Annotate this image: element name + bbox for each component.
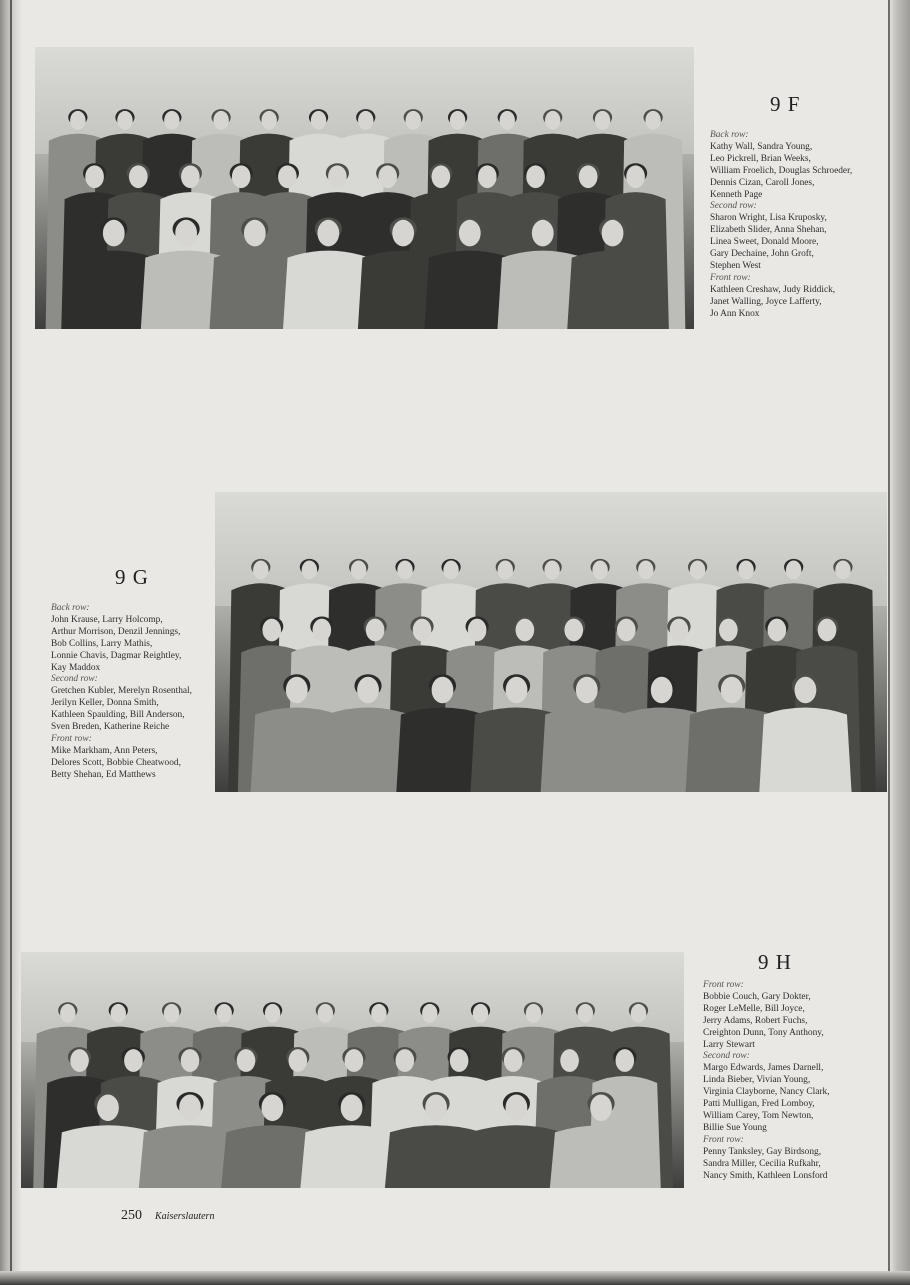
page-footer xyxy=(121,1208,214,1224)
students-group xyxy=(215,492,887,792)
student-names-line: Linda Bieber, Vivian Young, xyxy=(703,1075,811,1086)
student-names-line: Betty Shehan, Ed Matthews xyxy=(51,769,156,780)
row-label: Front row: xyxy=(51,733,92,744)
student-names-line: Leo Pickrell, Brian Weeks, xyxy=(710,153,811,164)
section-title-9f: 9 F xyxy=(770,92,801,116)
student-names-line: Patti Mulligan, Fred Lomboy, xyxy=(703,1099,815,1110)
student-names-line: Margo Edwards, James Darnell, xyxy=(703,1063,824,1074)
row-label: Front row: xyxy=(703,1134,744,1145)
section-title-9g: 9 G xyxy=(115,565,149,589)
student-names-line: Linea Sweet, Donald Moore, xyxy=(710,237,819,248)
student-names-line: Elizabeth Slider, Anna Shehan, xyxy=(710,225,827,236)
student-names-line: Lonnie Chavis, Dagmar Reightley, xyxy=(51,650,182,661)
student-names-line: Jerilyn Keller, Donna Smith, xyxy=(51,698,159,709)
row-label: Second row: xyxy=(51,674,98,685)
student-names-line: Delores Scott, Bobbie Cheatwood, xyxy=(51,757,181,768)
student-names-line: Jerry Adams, Robert Fuchs, xyxy=(703,1015,808,1026)
row-label: Second row: xyxy=(710,201,757,212)
student-names-line: Virginia Clayborne, Nancy Clark, xyxy=(703,1087,830,1098)
student-names-line: Dennis Cizan, Caroll Jones, xyxy=(710,177,815,188)
caption-9g xyxy=(51,603,192,782)
student-names-line: Jo Ann Knox xyxy=(710,308,760,319)
student-names-line: Mike Markham, Ann Peters, xyxy=(51,745,158,756)
student-names-line: Stephen West xyxy=(710,260,761,271)
student-names-line: Janet Walling, Joyce Lafferty, xyxy=(710,296,822,307)
student-names-line: Penny Tanksley, Gay Birdsong, xyxy=(703,1146,822,1157)
student-names-line: Roger LeMelle, Bill Joyce, xyxy=(703,1003,805,1014)
binding-edge xyxy=(10,0,12,1285)
publication-name: Kaiserslautern xyxy=(155,1211,215,1222)
student-names-line: Billie Sue Young xyxy=(703,1122,767,1133)
page-edge-shadow xyxy=(888,0,910,1285)
student-names-line: Kenneth Page xyxy=(710,189,763,200)
student-names-line: Arthur Morrison, Denzil Jennings, xyxy=(51,626,181,637)
page-edge-line xyxy=(888,0,890,1285)
student-names-line: Bobbie Couch, Gary Dokter, xyxy=(703,991,811,1002)
student-names-line: Gary Dechaine, John Groft, xyxy=(710,249,814,260)
bottom-page-shadow xyxy=(0,1271,910,1285)
student-names-line: Kathleen Spaulding, Bill Anderson, xyxy=(51,710,185,721)
section-title-9h: 9 H xyxy=(758,950,792,974)
student-names-line: Bob Collins, Larry Mathis, xyxy=(51,638,153,649)
student-names-line: William Carey, Tom Newton, xyxy=(703,1110,814,1121)
class-photo-9h xyxy=(21,952,684,1188)
row-label: Front row: xyxy=(710,272,751,283)
page-number: 250 xyxy=(121,1208,142,1223)
caption-9f xyxy=(710,130,852,321)
student-names-line: John Krause, Larry Holcomp, xyxy=(51,614,163,625)
student-names-line: Sven Breden, Katherine Reiche xyxy=(51,722,170,733)
student-names-line: Sandra Miller, Cecilia Rufkahr, xyxy=(703,1158,821,1169)
row-label: Second row: xyxy=(703,1051,750,1062)
student-names-line: Sharon Wright, Lisa Kruposky, xyxy=(710,213,827,224)
student-names-line: Gretchen Kubler, Merelyn Rosenthal, xyxy=(51,686,192,697)
row-label: Front row: xyxy=(703,980,744,990)
student-names-line: Larry Stewart xyxy=(703,1039,755,1050)
students-group xyxy=(35,47,694,329)
caption-9h xyxy=(703,980,830,1182)
student-names-line: Kathy Wall, Sandra Young, xyxy=(710,141,813,152)
class-photo-9g xyxy=(215,492,887,792)
student-names-line: Creighton Dunn, Tony Anthony, xyxy=(703,1027,824,1038)
student-names-line: Nancy Smith, Kathleen Lonsford xyxy=(703,1170,828,1181)
row-label: Back row: xyxy=(51,603,90,613)
students-group xyxy=(21,952,684,1188)
student-names-line: Kathleen Creshaw, Judy Riddick, xyxy=(710,284,836,295)
student-names-line: William Froelich, Douglas Schroeder, xyxy=(710,165,853,176)
class-photo-9f xyxy=(35,47,694,329)
student-names-line: Kay Maddox xyxy=(51,662,101,673)
row-label: Back row: xyxy=(710,130,749,140)
